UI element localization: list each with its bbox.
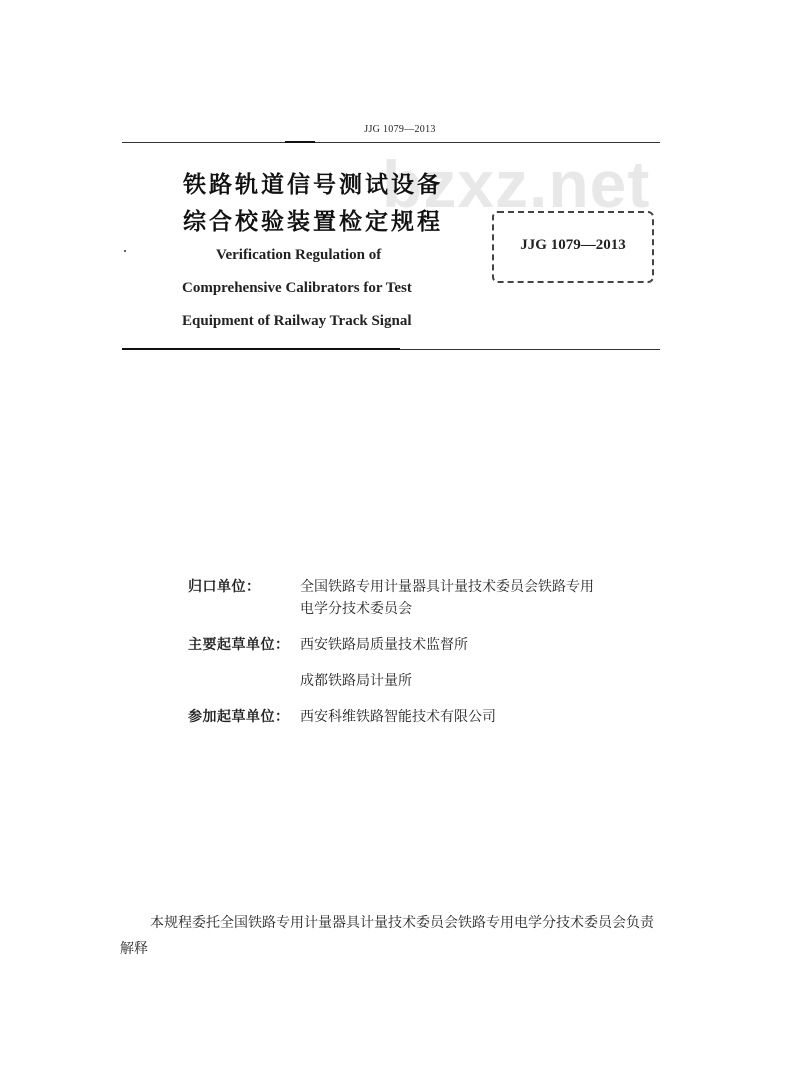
watermark: bzxz.net [382,147,651,221]
bottom-rule-accent [122,348,400,350]
title-chinese-line-1: 铁路轨道信号测试设备 [183,172,443,198]
interpretation-note: 本规程委托全国铁路专用计量器具计量技术委员会铁路专用电学分技术委员会负责解释 [120,915,654,957]
drafting-units-block [188,576,594,742]
standard-code-box-text: JJG 1079—2013 [520,237,626,253]
responsible-unit-row [188,576,594,620]
standard-code-box [492,211,654,283]
main-drafting-unit-label: 主要起草单位： [188,637,290,653]
main-drafting-unit-value-2: 成都铁路局计量所 [300,673,412,689]
title-chinese-line-2: 综合校验装置检定规程 [183,209,443,235]
responsible-unit-value-1: 全国铁路专用计量器具计量技术委员会铁路专用 [300,579,594,595]
header-standard-code: JJG 1079—2013 [364,124,436,135]
top-rule-accent [285,141,315,143]
main-drafting-unit-values [300,634,468,692]
participating-unit-value-1: 西安科维铁路智能技术有限公司 [300,709,496,725]
margin-mark [124,250,126,252]
main-drafting-unit-row [188,634,594,692]
participating-unit-values [300,706,496,728]
participating-unit-row [188,706,594,728]
title-english-line-3: Equipment of Railway Track Signal [182,313,412,329]
top-rule [122,142,660,143]
responsible-unit-value-2: 电学分技术委员会 [300,601,412,617]
title-english-line-1: Verification Regulation of [216,247,382,263]
main-drafting-unit-value-1: 西安铁路局质量技术监督所 [300,637,468,653]
responsible-unit-label: 归口单位： [188,579,261,595]
participating-unit-label: 参加起草单位： [188,709,290,725]
responsible-unit-values [300,576,594,620]
title-english-line-2: Comprehensive Calibrators for Test [182,280,412,296]
